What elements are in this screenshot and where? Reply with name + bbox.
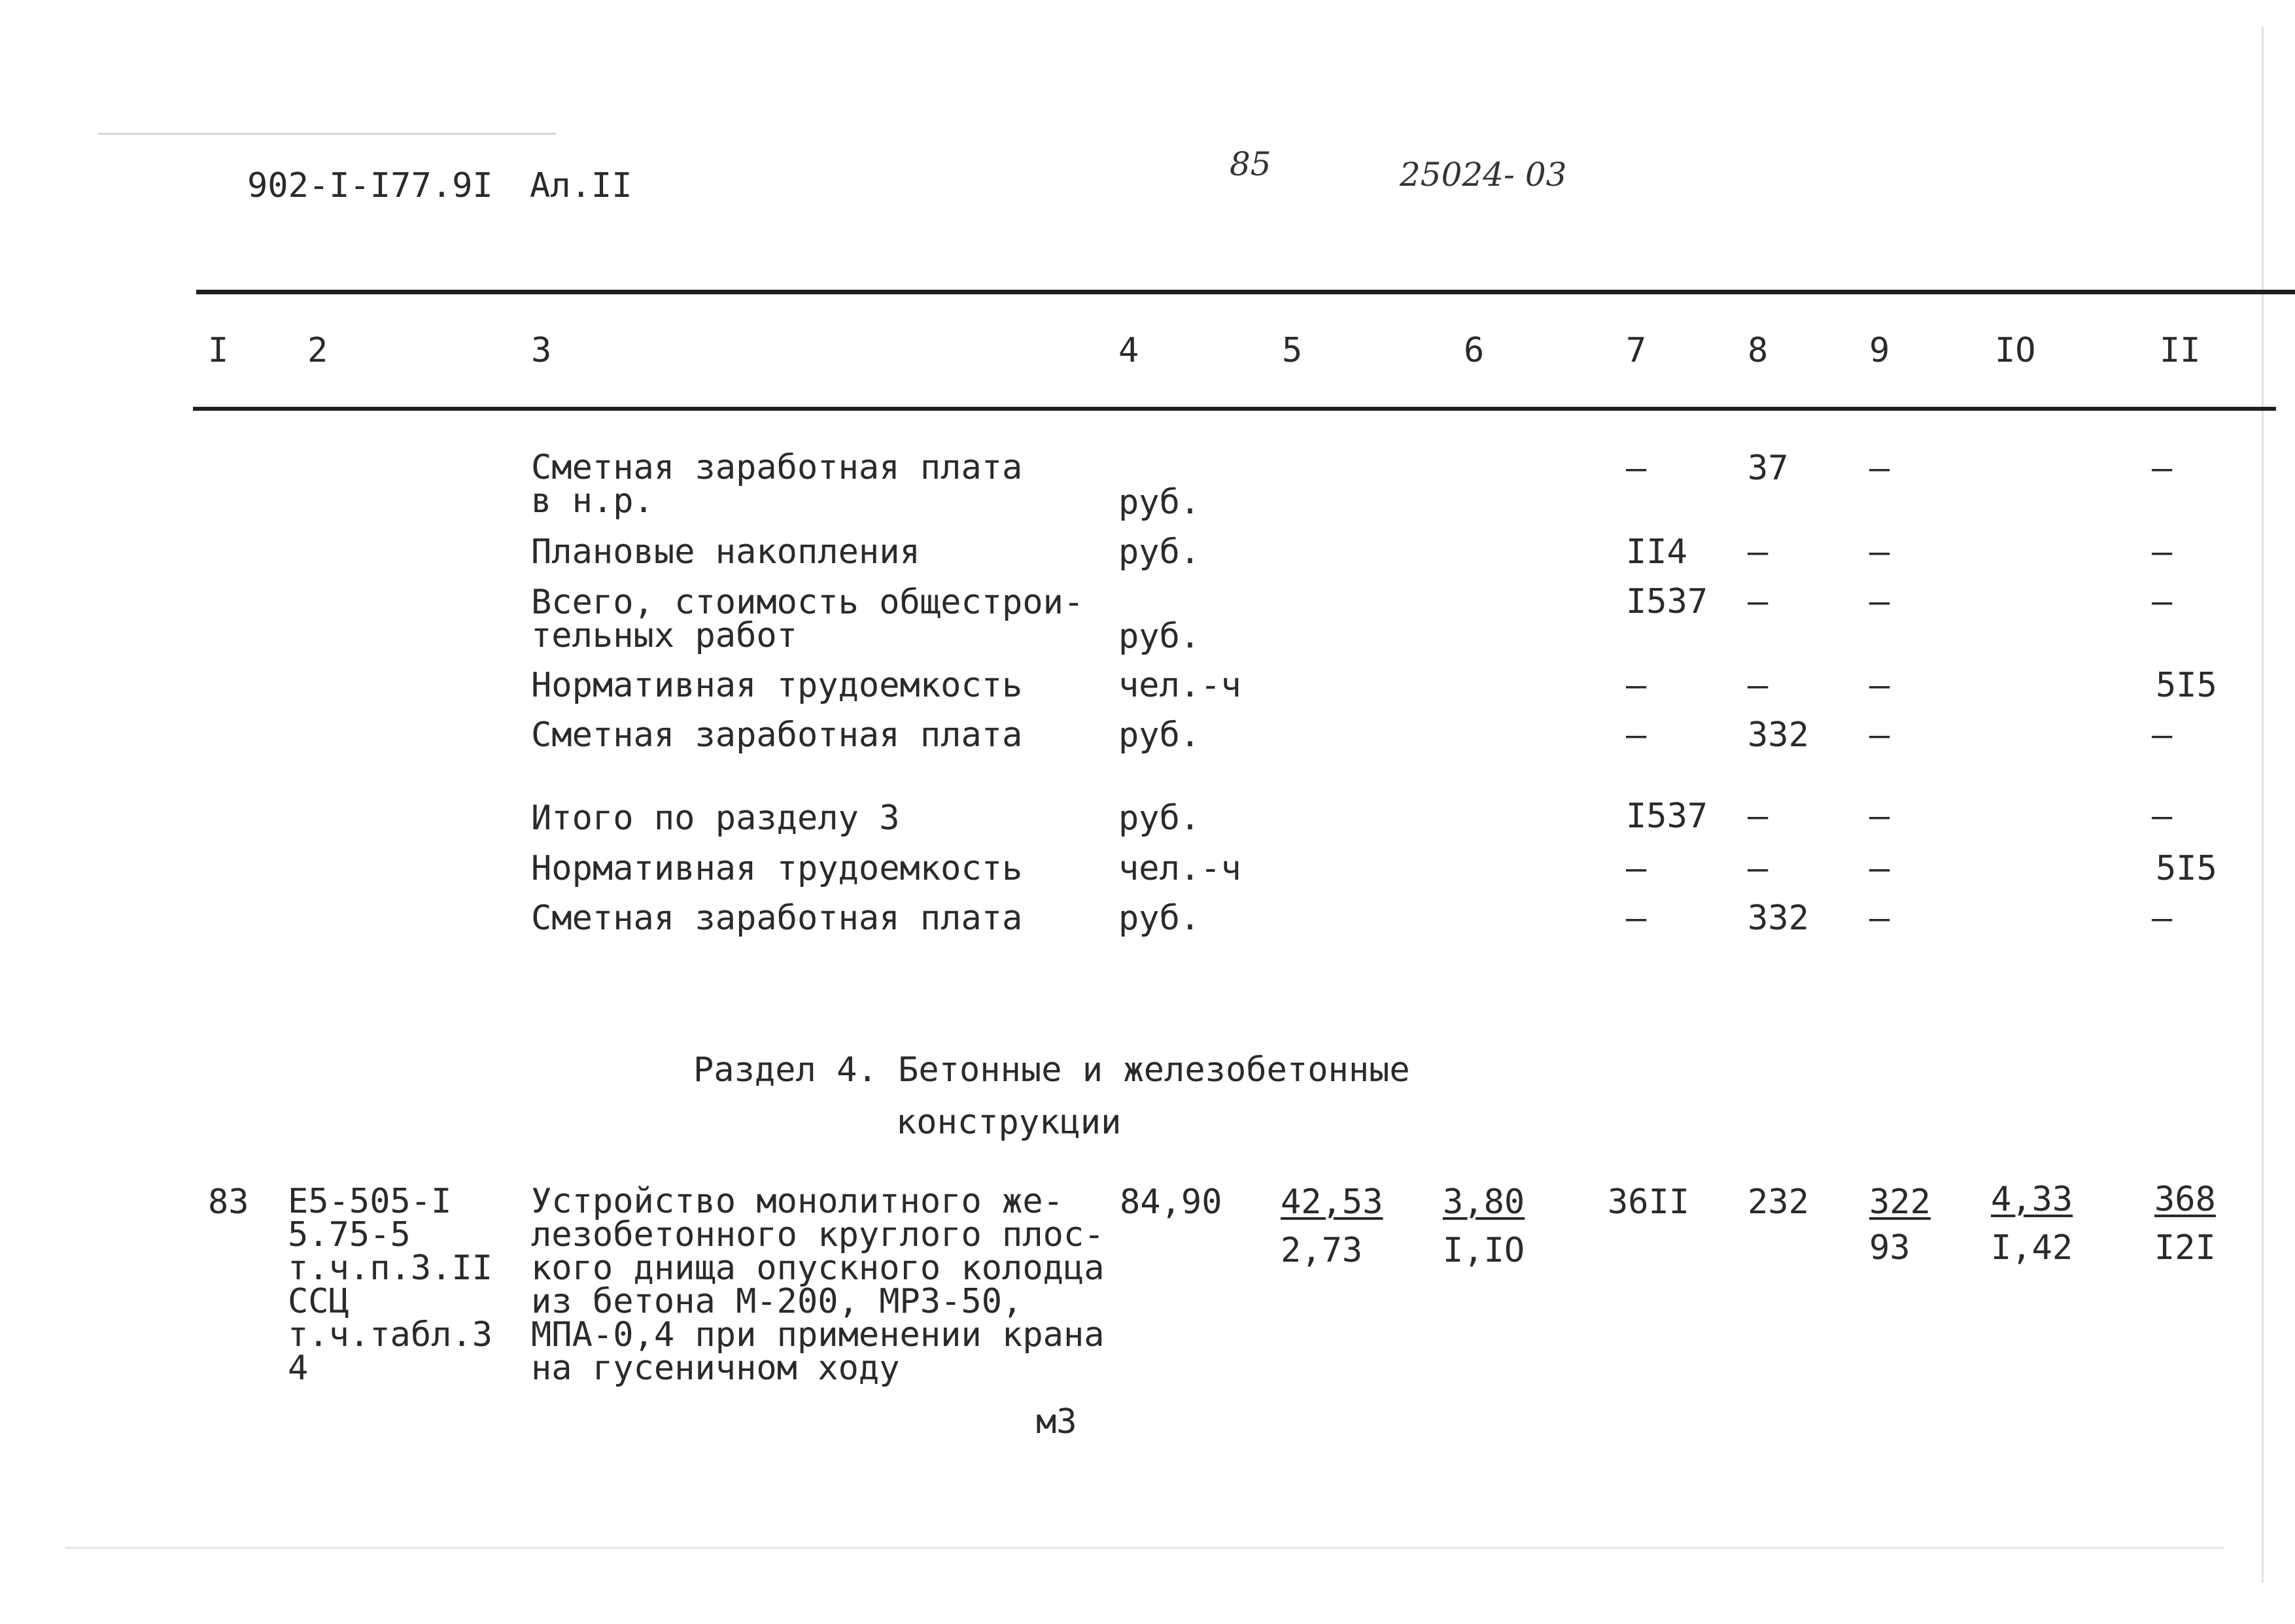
row-col11: – — [2152, 716, 2173, 755]
col-header-8: 8 — [1748, 331, 1769, 370]
row-col8: – — [1748, 666, 1769, 705]
item-description: Устройство монолитного же- лезобетонного круглого плос- кого днища опускного колодца из бетона М-200, МРЗ-50, МПА-0,4 при применении крана на гусеничном ходу — [531, 1182, 1105, 1388]
row-col9: – — [1869, 716, 1890, 755]
item-quantity: 84,90 — [1120, 1183, 1222, 1222]
item-col5-bottom: 2,73 — [1281, 1231, 1363, 1270]
row-col9: – — [1869, 849, 1890, 888]
row-col11: – — [2152, 532, 2173, 572]
row-unit: руб. — [1118, 617, 1201, 656]
col-header-6: 6 — [1464, 331, 1485, 370]
row-description: Сметная заработная плата — [531, 716, 1023, 755]
row-description: Нормативная трудоемкость — [531, 849, 1023, 888]
album-number: Ал.II — [530, 166, 632, 205]
item-col9-top: 322 — [1869, 1183, 1931, 1222]
row-col7: – — [1626, 899, 1647, 938]
item-unit: м3 — [1036, 1402, 1077, 1442]
row-description: Плановые накопления — [531, 532, 920, 572]
row-description: Сметная заработная плата в н.р. — [531, 448, 1023, 521]
row-col8: – — [1748, 849, 1769, 888]
col-header-5: 5 — [1282, 331, 1303, 370]
row-col8: 332 — [1748, 899, 1809, 938]
row-col11: 5I5 — [2156, 849, 2217, 888]
row-unit: чел.-ч — [1118, 849, 1241, 888]
table-header-bottom-rule — [193, 407, 2276, 411]
row-description: Всего, стоимость общестрои- тельных работ — [531, 583, 1084, 655]
row-col8: – — [1748, 532, 1769, 572]
scan-line-bottom — [65, 1547, 2224, 1549]
row-col11: – — [2152, 449, 2173, 488]
item-col6-top: 3,80 — [1443, 1183, 1525, 1222]
col-header-11: II — [2160, 331, 2201, 370]
row-description: Нормативная трудоемкость — [531, 666, 1023, 705]
row-col9: – — [1869, 797, 1890, 836]
row-unit: руб. — [1118, 799, 1201, 838]
col-header-1: I — [208, 331, 229, 370]
page-number-handwritten: 85 — [1230, 145, 1271, 183]
row-col8: – — [1748, 797, 1769, 836]
item-col10-top: 4,33 — [1991, 1180, 2073, 1219]
row-col8: 37 — [1748, 449, 1789, 488]
item-col11-bottom: I2I — [2154, 1228, 2216, 1268]
scan-line-top — [98, 133, 556, 135]
row-col7: – — [1626, 449, 1647, 488]
row-col8: 332 — [1748, 716, 1809, 755]
row-col8: – — [1748, 582, 1769, 621]
row-col11: – — [2152, 899, 2173, 938]
row-col7: I537 — [1626, 797, 1708, 836]
item-number: 83 — [208, 1183, 249, 1222]
row-unit: руб. — [1118, 899, 1201, 938]
row-col9: – — [1869, 899, 1890, 938]
row-col11: 5I5 — [2156, 666, 2217, 705]
item-col6-bottom: I,IO — [1443, 1231, 1525, 1270]
row-col7: – — [1626, 716, 1647, 755]
row-col7: – — [1626, 849, 1647, 888]
row-unit: руб. — [1118, 483, 1201, 522]
section4-title-line2: конструкции — [896, 1103, 1122, 1142]
col-header-3: 3 — [531, 331, 552, 370]
row-col9: – — [1869, 449, 1890, 488]
row-col11: – — [2152, 797, 2173, 836]
section4-title-line1: Раздел 4. Бетонные и железобетонные — [693, 1050, 1410, 1090]
col-header-2: 2 — [307, 331, 328, 370]
item-col11-top: 368 — [2154, 1180, 2216, 1219]
col-header-9: 9 — [1869, 331, 1890, 370]
row-description: Сметная заработная плата — [531, 899, 1023, 938]
row-col7: II4 — [1626, 532, 1687, 572]
table-top-rule — [196, 290, 2295, 294]
scan-line-right — [2262, 26, 2264, 1583]
item-col10-bottom: I,42 — [1991, 1228, 2073, 1268]
doc-code: 902-I-I77.9I — [247, 166, 493, 205]
item-col9-bottom: 93 — [1869, 1228, 1910, 1268]
row-col11: – — [2152, 582, 2173, 621]
row-unit: руб. — [1118, 716, 1201, 755]
item-col5-top: 42,53 — [1281, 1183, 1383, 1222]
row-unit: руб. — [1118, 532, 1201, 572]
item-col7: 36II — [1608, 1183, 1690, 1222]
row-col9: – — [1869, 666, 1890, 705]
registration-number-handwritten: 25024- 03 — [1400, 156, 1567, 194]
row-col9: – — [1869, 532, 1890, 572]
col-header-10: IO — [1995, 331, 2036, 370]
item-code: Е5-505-I 5.75-5 т.ч.п.3.II ССЦ т.ч.табл.3 4 — [288, 1182, 493, 1388]
row-description: Итого по разделу 3 — [531, 799, 900, 838]
col-header-7: 7 — [1626, 331, 1647, 370]
row-col7: – — [1626, 666, 1647, 705]
row-col7: I537 — [1626, 582, 1708, 621]
item-col8: 232 — [1748, 1183, 1809, 1222]
row-col9: – — [1869, 582, 1890, 621]
row-unit: чел.-ч — [1118, 666, 1241, 705]
col-header-4: 4 — [1118, 331, 1139, 370]
